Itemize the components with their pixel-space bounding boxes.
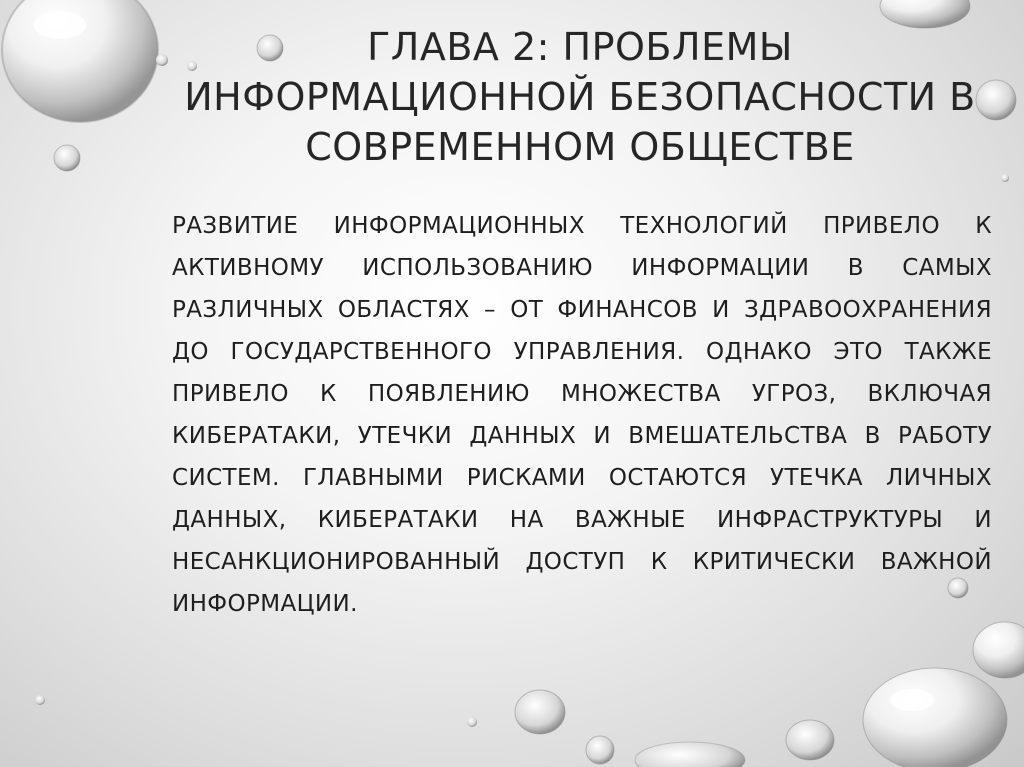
droplet [35,695,45,705]
droplet [2,0,158,122]
droplet [515,690,565,734]
droplet [54,145,80,171]
droplet [863,668,1007,767]
droplet [467,717,477,727]
droplet [635,742,745,767]
droplet [1001,174,1009,182]
droplet [156,54,168,66]
slide-title: ГЛАВА 2: ПРОБЛЕМЫ ИНФОРМАЦИОННОЙ БЕЗОПАСНОСТИ В СОВРЕМЕННОМ ОБЩЕСТВЕ [184,25,976,169]
droplet [973,622,1024,678]
slide-body-text: РАЗВИТИЕ ИНФОРМАЦИОННЫХ ТЕХНОЛОГИЙ ПРИВЕЛО К АКТИВНОМУ ИСПОЛЬЗОВАНИЮ ИНФОРМАЦИИ В САМЫХ РАЗЛИЧНЫХ ОБЛАСТЯХ – ОТ ФИНАНСОВ И ЗДРАВООХРАНЕНИЯ ДО ГОСУДАРСТВЕННОГО УПРАВЛЕНИЯ. ОДНАКО ЭТО ТАКЖЕ ПРИВЕЛО К ПОЯВЛЕНИЮ МНОЖЕСТВА УГРОЗ, ВКЛЮЧАЯ КИБЕРАТАКИ, УТЕЧКИ ДАННЫХ И ВМЕШАТЕЛЬСТВА В РАБОТУ СИСТЕМ. ГЛАВНЫМИ РИСКАМИ ОСТАЮТСЯ УТЕЧКА ЛИЧНЫХ ДАННЫХ, КИБЕРАТАКИ НА ВАЖНЫЕ ИНФРАСТРУКТУРЫ И НЕСАНКЦИОНИРОВАННЫЙ ДОСТУП К КРИТИЧЕСКИ ВАЖНОЙ ИНФОРМАЦИИ. [172,213,992,617]
droplet [786,720,834,760]
droplet [586,736,614,764]
